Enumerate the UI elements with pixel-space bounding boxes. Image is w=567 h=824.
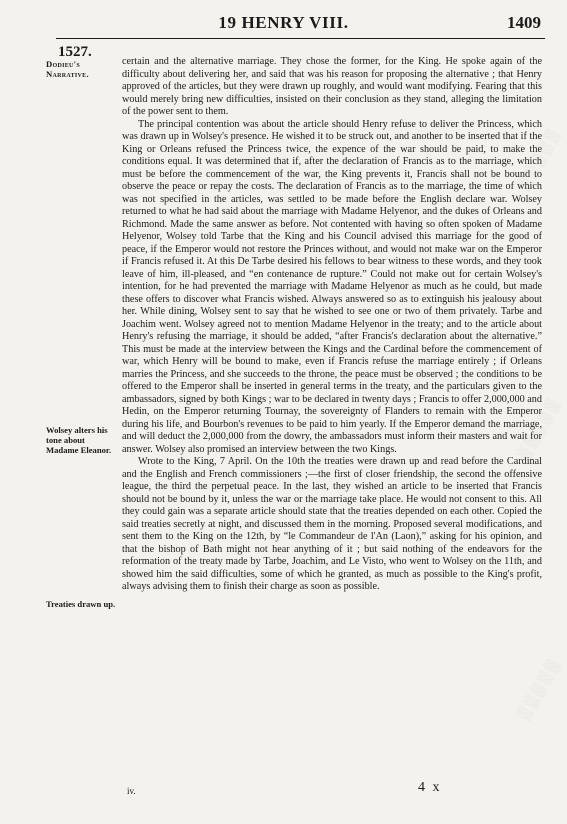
margin-year: 1527.: [58, 44, 92, 60]
page-header: [0, 10, 567, 40]
signature-mark: iv.: [127, 786, 136, 796]
watermark: ▒▒▒▒▒: [514, 124, 564, 193]
side-note-wolsey-alters: Wolsey alters his tone about Madame Eleanor.: [46, 425, 112, 455]
watermark: ▒▒▒▒▒: [514, 654, 564, 723]
page-number: 1409: [507, 13, 541, 32]
header-rule: [56, 38, 545, 39]
body-text: [122, 56, 542, 594]
folio-mark: 4 x: [418, 780, 442, 795]
side-note-treaties: Treaties drawn up.: [46, 599, 116, 609]
paragraph-1: certain and the alternative marriage. They chose the former, for the King. He spoke again of the difficulty about delivering her, and said that was his reason for proposing the alternative ; that Henry approved of the articles, but they were drawn up roughly, and would want modifying. Fearing that this would merely bring new difficulties, insisted on their conclusion as they stand, alleging the limitation of the power sent to them.: [122, 56, 542, 117]
watermark: ▒▒▒▒▒: [514, 394, 564, 463]
side-note-narrative: Dodieu's Narrative.: [46, 59, 89, 79]
running-title: 19 HENRY VIII.: [218, 13, 349, 32]
paragraph-3: Wrote to the King, 7 April. On the 10th the treaties were drawn up and read before the Cardinal and the English and French commissioners ;—the first of closer friendship, the second the offensive league, the third the perpetual peace. In the last, they wished an article to be inserted that Francis should not be bound by it, unless the war or the marriage take place. He would not consent to this. All they could gain was a separate article should state that the treaties depended on each other. Copied the said treaties secretly at night, and discussed them in the morning. Proposed several modifications, and sent them to the King on the 12th, by “le Commandeur de l'An (Laon),” asking for his opinion, and that the bishop of Bath might not hear anything of it ; but said nothing of the endeavors for the reformation of the treaty made by Tarbe, Joachim, and Le Visto, who went to Wolsey on the 11th, and showed him the said difficulties, some of which he granted, as much as possible to the King's profit, always advising them to finish their charge as soon as possible.: [122, 456, 542, 592]
paragraph-2: The principal contention was about the article should Henry refuse to deliver the Princess, which was drawn up in Wolsey's presence. He wished it to be struck out, and another to be inserted that if the King or Orleans refused the Princess twice, the expence of the war should be paid, to make the conditions equal. It was determined that if, after the declaration of Francis as to the marriage, which must be before the commencement of the war, the King prevents it, Francis shall not be bound to observe the peace or repay the costs. The declaration of Francis as to the marriage, the time of which was not specified in the articles, was settled to be made before the English declare war. Wolsey returned to what he had said about the marriage with Madame Helyenor, and the dukes of Orleans and Richmond. Made the same answer as before. Not contented with having so often spoken of Madame Helyenor, Wolsey told Tarbe that the King and his Council advised this marriage for the good of peace, if the Emperor would not restore the Princes without, and would not make war on the Emperor if Francis refused it. At this De Tarbe desired his fellows to bear witness to these words, and they took leave of him, ill-pleased, and “en contenance de rupture.” Could not make out for certain Wolsey's intention, for he had prevented the marriage with Madame Helyenor as much as he could, but made these offers to discover what Francis wished. Always answered so as to extinguish his jealousy about her. While dining, Wolsey sent to say that he wished to see one or two of them privately. Tarbe and Joachim went. Wolsey agreed not to mention Madame Helyenor in the treaty; and to the article about Henry's refusing the marriage, it should be added, “after Francis's declaration about the alternative.” This must be made at the interview between the Kings and the Cardinal before the commencement of war, which Henry will be bound to make, even if Francis refuse the marriage entirely ; if Orleans marries the Princess, and she succeeds to the throne, the peace must be observed ; the conditions to be offered to the Emperor shall be inserted in general terms in the treaty, and the particulars given to the ambassadors, signed by both Kings ; war to be declared in twenty days ; Francis to offer 2,000,000 and Hedin, on the Emperor returning Tournay, the sovereignty of Flanders to remain with the Emperor during his life, and Bourbon's revenues to be paid to him yearly. If the Emperor demand the marriage, and will deduct the 2,000,000 from the dowry, the ambassadors must inform their masters and wait for answer. Wolsey also promised an interview between the two Kings.: [122, 118, 542, 455]
